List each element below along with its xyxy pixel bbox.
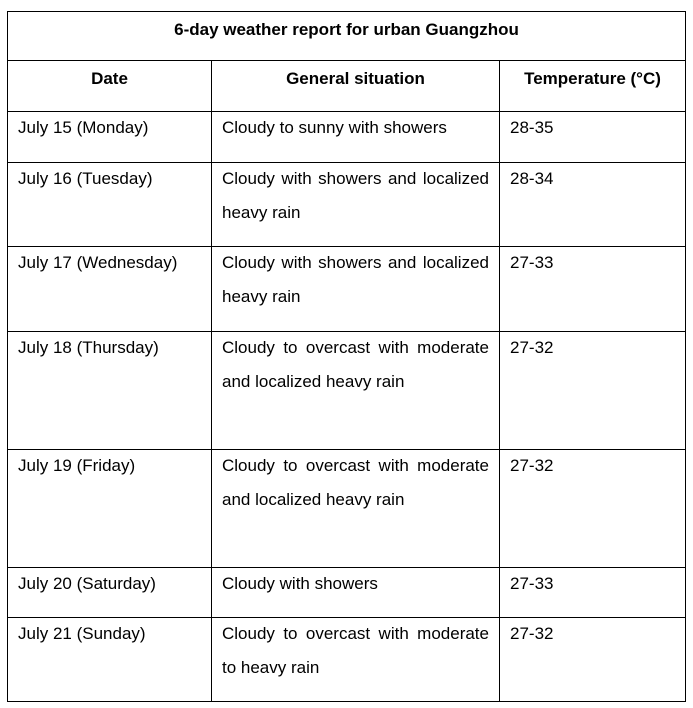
table-row — [8, 332, 686, 450]
weather-report-table — [7, 11, 686, 702]
temperature-cell: 27-33 — [510, 253, 554, 272]
date-cell: July 17 (Wednesday) — [18, 253, 178, 272]
header-situation: General situation — [212, 61, 500, 112]
table-title: 6-day weather report for urban Guangzhou — [8, 12, 686, 61]
date-cell: July 15 (Monday) — [18, 118, 149, 137]
table-row — [8, 450, 686, 568]
date-cell: July 19 (Friday) — [18, 456, 136, 475]
table-row — [8, 618, 686, 702]
table-row — [8, 163, 686, 247]
temperature-cell: 27-32 — [510, 338, 554, 357]
situation-cell: Cloudy to overcast with moderate and localized heavy rain — [222, 456, 489, 509]
temperature-cell: 27-32 — [510, 624, 554, 643]
header-temperature: Temperature (°C) — [500, 61, 686, 112]
date-cell: July 18 (Thursday) — [18, 338, 159, 357]
situation-cell: Cloudy with showers and localized heavy rain — [222, 253, 489, 306]
header-date: Date — [8, 61, 212, 112]
table-row — [8, 568, 686, 618]
temperature-cell: 27-32 — [510, 456, 554, 475]
date-cell: July 20 (Saturday) — [18, 574, 156, 593]
header-row — [8, 61, 686, 112]
situation-cell: Cloudy with showers — [222, 574, 378, 593]
date-cell: July 21 (Sunday) — [18, 624, 146, 643]
date-cell: July 16 (Tuesday) — [18, 169, 153, 188]
temperature-cell: 28-35 — [510, 118, 554, 137]
temperature-cell: 27-33 — [510, 574, 554, 593]
table-row — [8, 112, 686, 163]
table-row — [8, 247, 686, 332]
temperature-cell: 28-34 — [510, 169, 554, 188]
title-row — [8, 12, 686, 61]
situation-cell: Cloudy to overcast with moderate and localized heavy rain — [222, 338, 489, 391]
situation-cell: Cloudy to overcast with moderate to heavy rain — [222, 624, 489, 677]
situation-cell: Cloudy to sunny with showers — [222, 118, 447, 137]
situation-cell: Cloudy with showers and localized heavy rain — [222, 169, 489, 222]
